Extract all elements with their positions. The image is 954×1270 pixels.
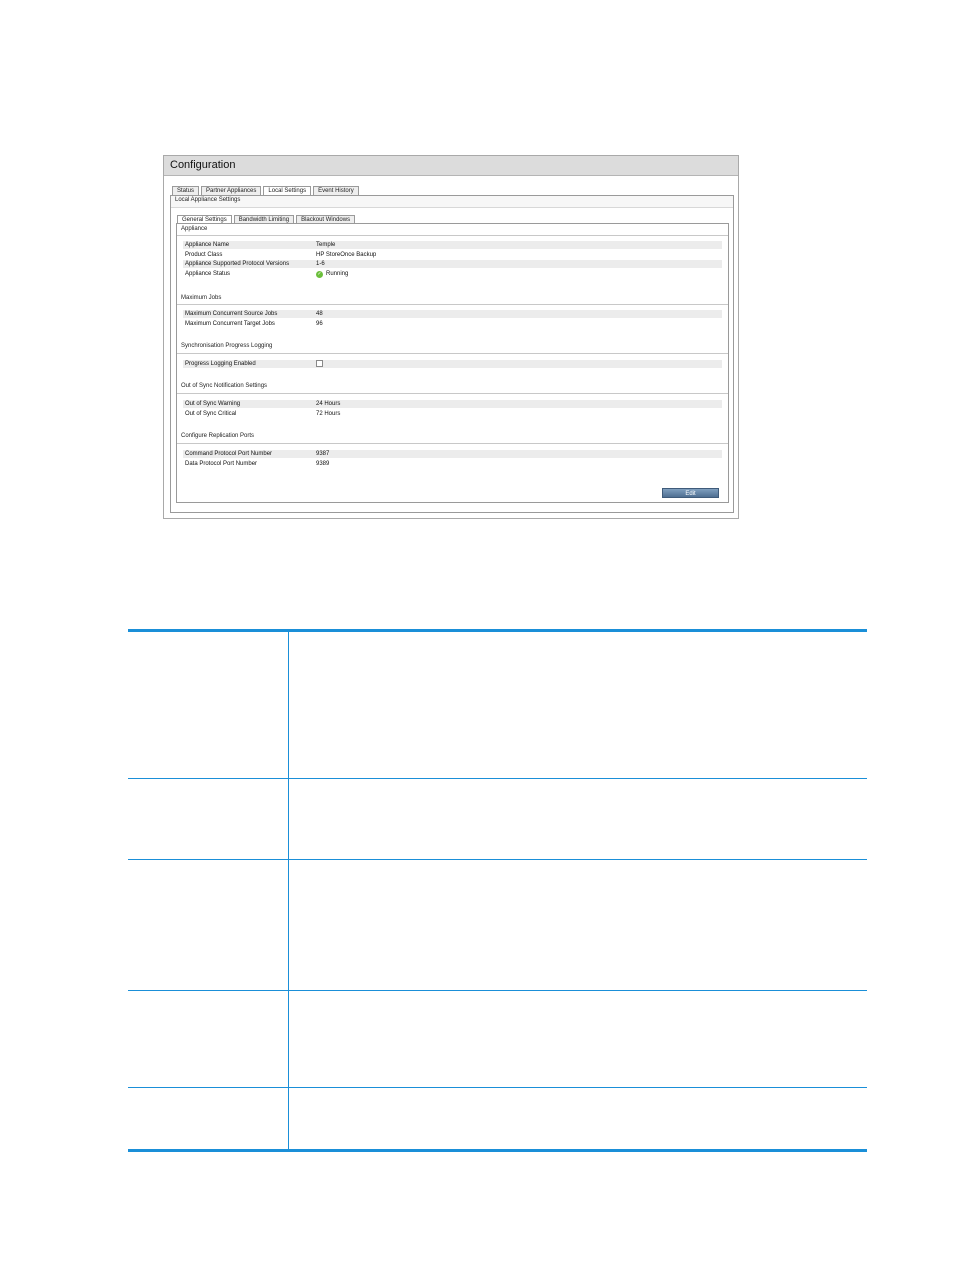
row-value: 1-6 — [316, 261, 325, 267]
row-value — [316, 270, 348, 278]
edit-button[interactable]: Edit — [662, 488, 719, 498]
tab-event-history[interactable]: Event History — [313, 186, 359, 195]
section-divider — [177, 353, 728, 354]
row-product-class — [183, 251, 722, 259]
section-sync-logging-title: Synchronisation Progress Logging — [181, 343, 273, 349]
row-value: Temple — [316, 242, 336, 248]
section-divider — [177, 235, 728, 236]
row-max-source-jobs — [183, 310, 722, 318]
table-cell — [128, 1088, 289, 1149]
section-max-jobs-title: Maximum Jobs — [181, 295, 222, 301]
row-label: Appliance Supported Protocol Versions — [185, 261, 290, 267]
section-divider — [177, 304, 728, 305]
table-row — [128, 779, 867, 859]
table-cell — [289, 779, 867, 859]
check-circle-icon: ✓ — [317, 270, 322, 277]
tab-partner-appliances[interactable]: Partner Appliances — [201, 186, 261, 195]
table-cell — [128, 779, 289, 859]
row-label: Data Protocol Port Number — [185, 461, 258, 467]
row-protocol-versions — [183, 260, 722, 268]
row-out-of-sync-warning — [183, 400, 722, 408]
row-out-of-sync-critical — [183, 410, 722, 418]
progress-logging-checkbox[interactable] — [316, 360, 323, 367]
general-settings-box — [176, 223, 729, 503]
section-out-of-sync-title: Out of Sync Notification Settings — [181, 383, 268, 389]
row-value: 9387 — [316, 451, 330, 457]
row-label: Out of Sync Critical — [185, 411, 237, 417]
row-command-port — [183, 450, 722, 458]
row-value: HP StoreOnce Backup — [316, 252, 377, 258]
local-settings-title: Local Appliance Settings — [171, 196, 733, 208]
row-value: 96 — [316, 321, 323, 327]
row-value: 9389 — [316, 461, 330, 467]
table-row — [128, 632, 867, 778]
row-label: Command Protocol Port Number — [185, 451, 273, 457]
row-label: Out of Sync Warning — [185, 401, 241, 407]
table-cell — [289, 632, 867, 778]
row-appliance-name — [183, 241, 722, 249]
row-label: Appliance Status — [185, 271, 231, 277]
table-cell — [289, 860, 867, 990]
configuration-panel — [163, 155, 739, 519]
row-label: Product Class — [185, 252, 223, 258]
tab-status[interactable]: Status — [172, 186, 199, 195]
table-row — [128, 860, 867, 990]
tab-blackout-windows[interactable]: Blackout Windows — [296, 215, 355, 224]
table-row — [128, 991, 867, 1087]
section-divider — [177, 393, 728, 394]
table-cell — [289, 991, 867, 1087]
tab-general-settings[interactable]: General Settings — [177, 215, 232, 225]
description-table — [128, 629, 867, 1152]
panel-title: Configuration — [164, 156, 738, 176]
row-value: 48 — [316, 311, 323, 317]
tab-local-settings[interactable]: Local Settings — [263, 186, 311, 196]
section-replication-ports-title: Configure Replication Ports — [181, 433, 255, 439]
row-progress-logging — [183, 360, 722, 368]
row-max-target-jobs — [183, 320, 722, 328]
row-data-port — [183, 460, 722, 468]
local-settings-box — [170, 195, 734, 513]
section-divider — [177, 443, 728, 444]
table-cell — [289, 1088, 867, 1149]
row-value: 72 Hours — [316, 411, 341, 417]
table-cell — [128, 632, 289, 778]
row-value: 24 Hours — [316, 401, 341, 407]
table-cell — [128, 860, 289, 990]
row-label: Appliance Name — [185, 242, 230, 248]
row-appliance-status — [183, 270, 722, 278]
section-appliance-title: Appliance — [181, 226, 208, 232]
table-cell — [128, 991, 289, 1087]
row-label: Maximum Concurrent Source Jobs — [185, 311, 278, 317]
status-text: Running — [326, 271, 349, 277]
row-label: Maximum Concurrent Target Jobs — [185, 321, 275, 327]
table-row — [128, 1088, 867, 1149]
row-label: Progress Logging Enabled — [185, 361, 256, 367]
tab-bandwidth-limiting[interactable]: Bandwidth Limiting — [234, 215, 294, 224]
